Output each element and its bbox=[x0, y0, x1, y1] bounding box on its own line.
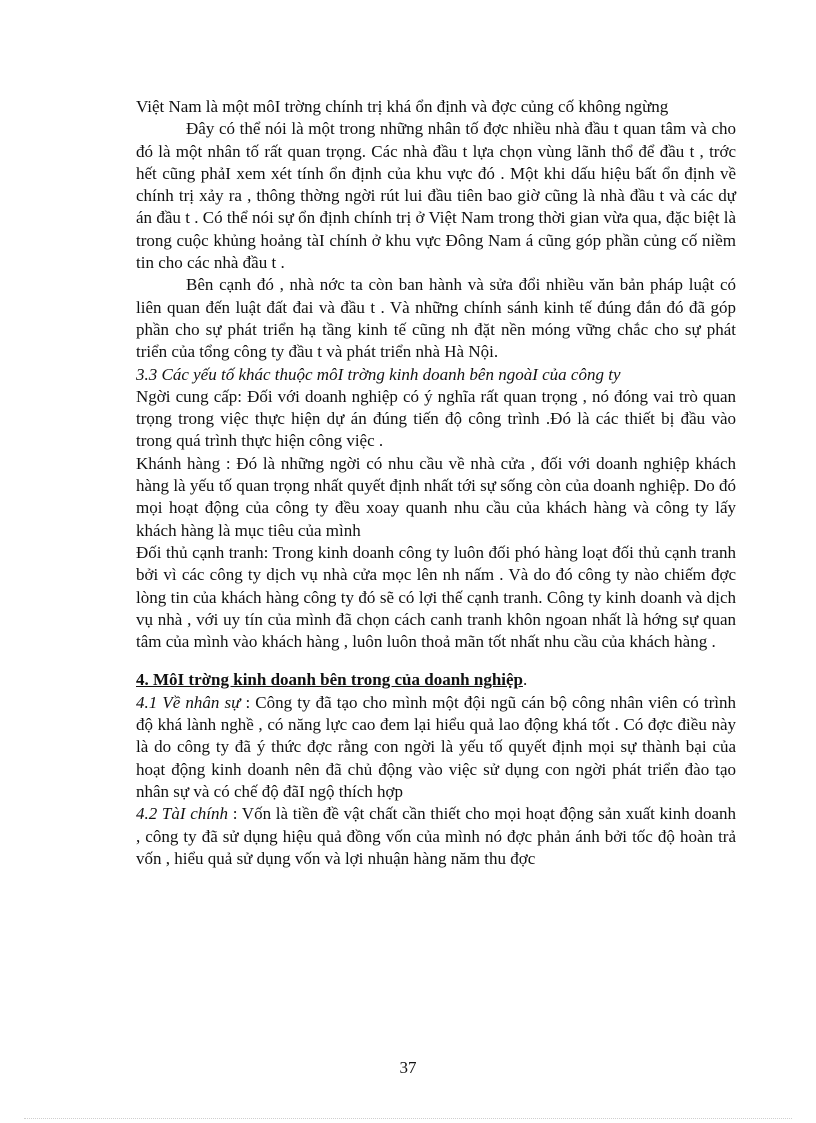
paragraph-finance bbox=[136, 803, 736, 870]
page-body bbox=[136, 96, 736, 870]
paragraph-hr bbox=[136, 692, 736, 803]
page-bottom-divider bbox=[24, 1118, 792, 1119]
section-heading-text: 4. MôI trờng kinh doanh bên trong của doanh nghiệp bbox=[136, 670, 523, 690]
lead-hr: 4.1 Về nhân sự bbox=[136, 692, 241, 712]
paragraph-legal-policy: Bên cạnh đó , nhà nớc ta còn ban hành và sửa đổi nhiều văn bản pháp luật có liên quan đến luật đất đai và đầu t . Và những chính sánh kinh tế đúng đắn đó đã góp phần cho sự phát triển hạ tầng kinh tế cũng nh đặt nền móng vững chắc cho sự phát triển của tổng công ty đầu t và phát triển nhà Hà Nội. bbox=[136, 275, 736, 362]
subheading-external-factors: 3.3 Các yếu tố khác thuộc môI trờng kinh doanh bên ngoàI của công ty bbox=[136, 364, 621, 384]
lead-finance: 4.2 TàI chính bbox=[136, 804, 229, 824]
paragraph-competitors: Đối thủ cạnh tranh: Trong kinh doanh công ty luôn đối phó hàng loạt đối thủ cạnh tranh bởi vì các công ty dịch vụ nhà cửa mọc lên nh nấm . Và do đó công ty nào chiếm đợc lòng tin của khách hàng công ty đó sẽ có lợi thế cạnh tranh. Công ty kinh doanh và dịch vụ nhà , với uy tín của mình đã chọn cách canh tranh khôn ngoan nhất là hớng sự quan tâm của mình vào khách hàng , luôn luôn thoả mãn tốt nhất nhu cầu của khách hàng . bbox=[136, 542, 736, 652]
paragraph-political-stability: Việt Nam là một môI trờng chính trị khá ổn định và đợc củng cố không ngừng bbox=[136, 97, 669, 116]
paragraph-suppliers: Ngời cung cấp: Đối với doanh nghiệp có ý nghĩa rất quan trọng , nó đóng vai trò quan trọng trong việc thực hiện dự án đúng tiến độ công trình .Đó là các thiết bị đầu vào trong quá trình thực hiện công việc . bbox=[136, 386, 736, 451]
text-finance: : Vốn là tiền đề vật chất cần thiết cho mọi hoạt động sản xuất kinh doanh , công ty đã sử dụng hiệu quả đồng vốn của mình nó đợc phản ánh bởi tốc độ hoàn trả vốn , hiểu quả sử dụng vốn và lợi nhuận hàng năm thu đợc bbox=[136, 804, 736, 868]
paragraph-investor-factor: Đây có thể nói là một trong những nhân tố đợc nhiều nhà đầu t quan tâm và cho đó là một nhân tố rất quan trọng. Các nhà đầu t lựa chọn vùng lãnh thổ để đầu t , trớc hết cũng phảI xem xét tính ổn định của khu vực đó . Một khi dấu hiệu bất ổn định về chính trị xảy ra , thông thờng ngời rút lui đầu tiên bao giờ cũng là nhà đầu t và các dự án đầu t . Có thể nói sự ổn định chính trị ở Việt Nam trong thời gian vừa qua, đặc biệt là trong cuộc khủng hoảng tàI chính ở khu vực Đông Nam á cũng góp phần củng cố niềm tin cho các nhà đầu t . bbox=[136, 119, 736, 273]
paragraph-customers: Khánh hàng : Đó là những ngời có nhu cầu về nhà cửa , đối với doanh nghiệp khách hàng là yếu tố quan trọng nhất quyết định nhất tới sự sống còn của doanh nghiệp. Do đó mọi hoạt động của công ty đều xoay quanh nhu cầu của khách hàng và công ty lấy khách hàng là mục tiêu của mình bbox=[136, 453, 736, 540]
section-heading-suffix: . bbox=[523, 670, 528, 690]
section-heading-internal bbox=[136, 669, 736, 691]
page-number: 37 bbox=[399, 1058, 417, 1077]
text-hr: : Công ty đã tạo cho mình một đội ngũ cán bộ công nhân viên có trình độ khá lành nghề , có năng lực cao đem lại hiểu quả lao động khá tốt . Có đợc điều này là do công ty đã ý thức đợc rằng con ngời là yếu tố quyết định mọi sự thành bại của hoạt động kinh doanh nên đã chủ động vào việc sử dụng con ngời phát triển đào tạo nhân sự và có chế độ đãI ngộ thích hợp bbox=[136, 692, 736, 801]
